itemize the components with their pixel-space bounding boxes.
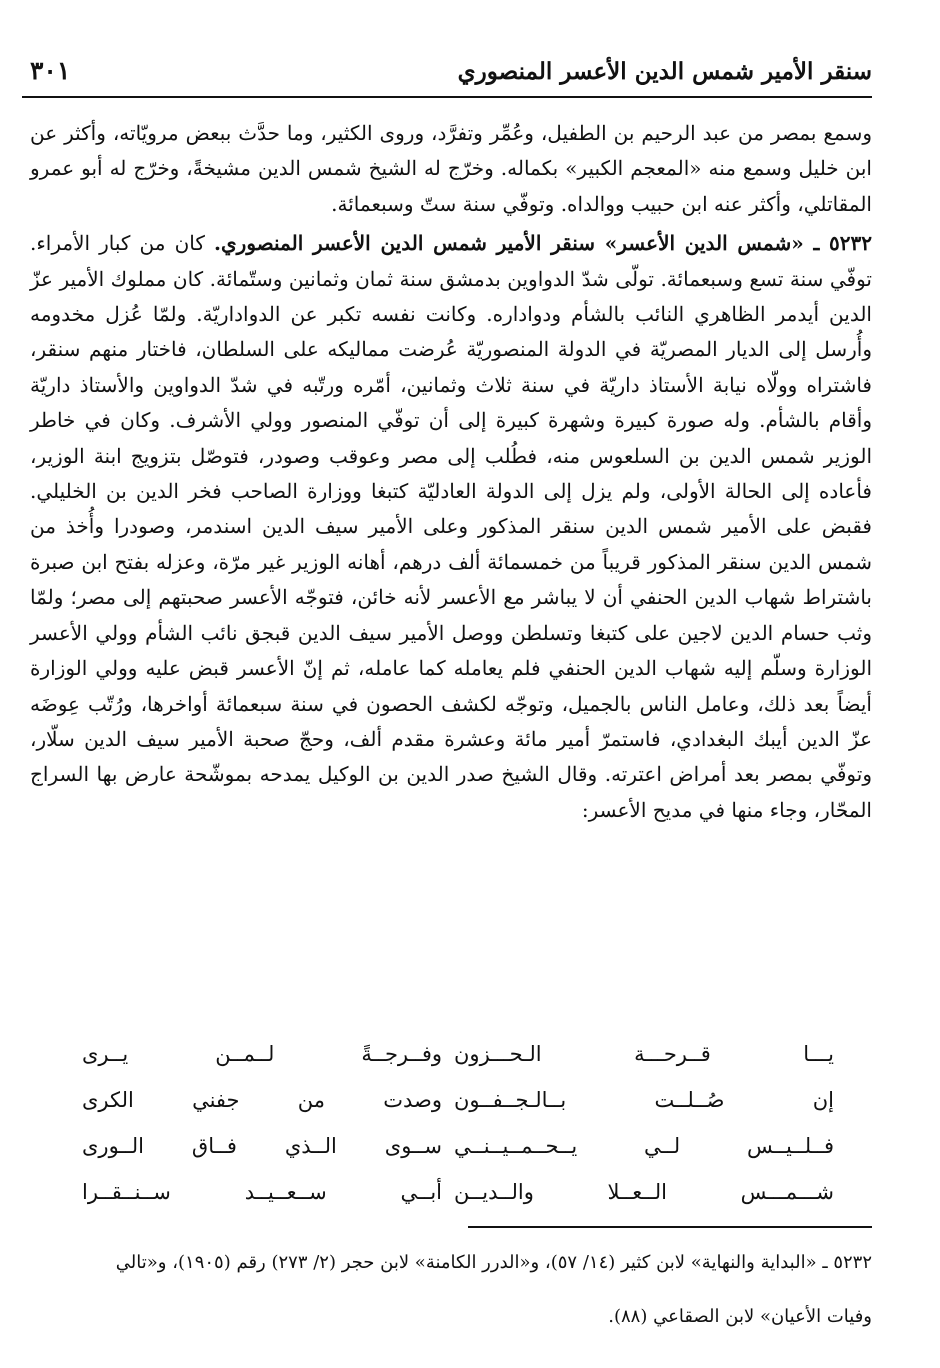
poem-hemistich-first: إن صُــلــت بــالـجــفــون <box>454 1088 834 1112</box>
page-header <box>22 50 872 98</box>
poem-hemistich-second: ســوى الــذي فــاق الــورى <box>82 1134 442 1158</box>
entry-paragraph <box>30 226 872 828</box>
footnote-line-1: ٥٢٣٢ ـ «البداية والنهاية» لابن كثير (١٤/ ٥٧)، و«الدرر الكامنة» لابن حجر (٢/ ٢٧٣) رقم (١٩٠٥)، و«تالي <box>115 1252 872 1273</box>
poem-hemistich-first: فــلــيــس لــي يــحــمــيــنــي <box>454 1134 834 1158</box>
poem-line <box>30 1178 872 1224</box>
poem-line <box>30 1086 872 1132</box>
poem-hemistich-first: يـــا قــرحـــة الـحـــزون <box>454 1042 834 1066</box>
entry-heading: ٥٢٣٢ ـ «شمس الدين الأعسر» سنقر الأمير شمس الدين الأعسر المنصوري. <box>214 231 873 256</box>
footnote-divider <box>468 1226 872 1228</box>
running-title: سنقر الأمير شمس الدين الأعسر المنصوري <box>457 58 872 85</box>
poem-hemistich-second: وفــرجــةً لــمــن يــرى <box>82 1042 442 1066</box>
poem-hemistich-second: وصدت من جفني الكرى <box>82 1088 442 1112</box>
poem <box>30 1040 872 1224</box>
poem-hemistich-second: أبــي ســعــيــد ســنــقــرا <box>82 1180 442 1204</box>
footnote-line-2: وفيات الأعيان» لابن الصقاعي (٨٨). <box>608 1306 872 1327</box>
previous-entry-paragraph: وسمع بمصر من عبد الرحيم بن الطفيل، وعُمِّر وتفرَّد، وروى الكثير، وما حدَّث ببعض مرويّاته، وأكثر عن ابن خليل وسمع منه «المعجم الكبير» بكماله. وخرّج له الشيخ شمس الدين مشيخةً، وخرّج له أبو عمرو المقاتلي، وأكثر عنه ابن حبيب ووالداه. وتوفّي سنة ستّ وسبعمائة. <box>30 121 872 216</box>
poem-hemistich-first: شـــمـــس الــعــلا والــديــن <box>454 1180 834 1204</box>
poem-line <box>30 1040 872 1086</box>
poem-line <box>30 1132 872 1178</box>
footnotes <box>22 1236 872 1344</box>
page-number: ٣٠١ <box>30 56 71 85</box>
entry-text: كان من كبار الأمراء. توفّي سنة تسع وسبعمائة. تولّى شدّ الدواوين بدمشق سنة ثمان وثمانين وستّمائة. كان مملوك الأمير عزّ الدين أيدمر الظاهري النائب بالشأم ودواداره. وكانت نفسه تكبر عن الدواداريّة. ولمّا عُزل مخدومه وأُرسل إلى الديار المصريّة في الدولة المنصوريّة عُرضت مماليكه على السلطان، فاختار منهم سنقر، فاشتراه وولّاه نيابة الأستاذ داريّة في سنة ثلاث وثمانين، أمّره ورتّبه في شدّ الدواوين والأستاذ داريّة وأقام بالشأم. وله صورة كبيرة وشهرة كبيرة إلى أن توفّي المنصور وولي الأشرف. وكان في خاطر الوزير شمس الدين بن السلعوس منه، فطُلب إلى مصر وعوقب وصودر، فتوصّل بتزويج ابنة الوزير، فأعاده إلى الحالة الأولى، ولم يزل إلى الدولة العادليّة كتبغا ووزارة الصاحب فخر الدين بن الخليلي. فقبض على الأمير شمس الدين سنقر المذكور وعلى الأمير سيف الدين اسندمر، وصودرا وأُخذ من شمس الدين سنقر المذكور قريباً من خمسمائة ألف درهم، أهانه الوزير غير مرّة، وعزله بفتح ابن صبرة باشتراط شهاب الدين الحنفي أن لا يباشر مع الأعسر لأنه خائن، فتوجّه الأعسر صحبتهم إلى مصر؛ ولمّا وثب حسام الدين لاجين على كتبغا وتسلطن ووصل الأمير سيف الدين قبجق نائب الشأم وولي الأعسر الوزارة وسلّم إليه شهاب الدين الحنفي فلم يعامله كما عامله، ثم إنّ الأعسر قبض عليه وولي الوزارة أيضاً بعد ذلك، وعامل الناس بالجميل، وتوجّه لكشف الحصون في سنة سبعمائة أواخرها، ورُتّب عِوضَه عزّ الدين أيبك البغدادي، فاستمرّ أمير مائة وعشرة مقدم ألف، وحجّ صحبة الأمير سيف الدين سلّار، وتوفّي بمصر بعد أمراض اعترته. وقال الشيخ صدر الدين بن الوكيل يمدحه بموشّحة عارض بها السراج المحّار، وجاء منها في مديح الأعسر: <box>30 231 873 822</box>
main-text <box>30 116 872 828</box>
